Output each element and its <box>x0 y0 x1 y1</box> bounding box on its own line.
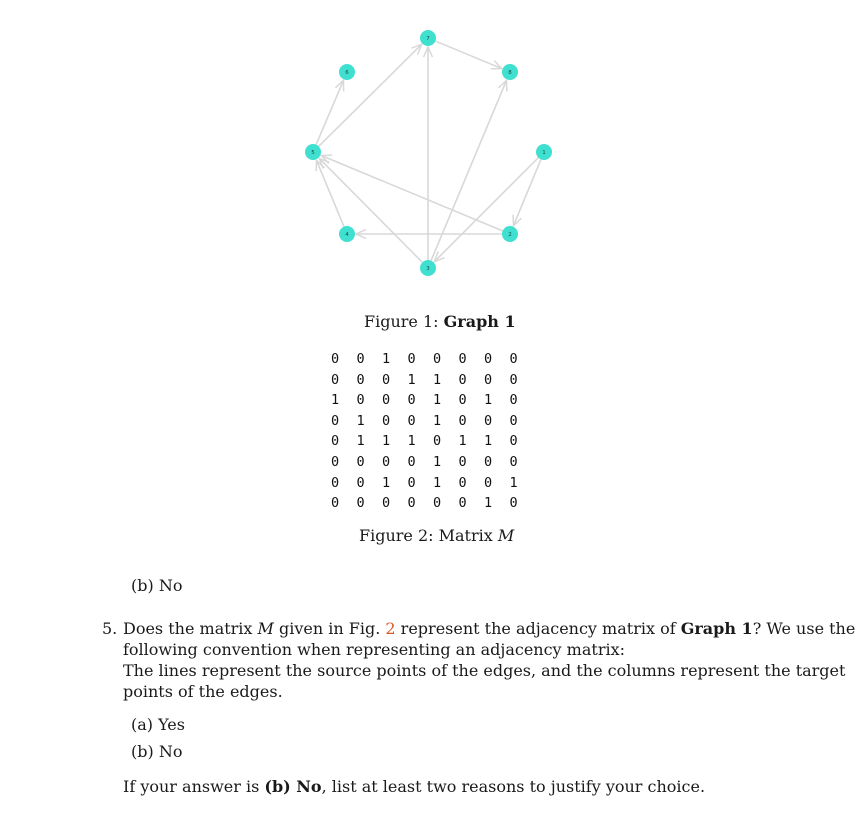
matrix-cell: 0 <box>382 412 391 429</box>
matrix-cell: 1 <box>382 474 391 491</box>
graph-1-figure <box>0 0 864 300</box>
matrix-cell: 0 <box>407 392 416 409</box>
node-label-1: 1 <box>542 150 546 156</box>
matrix-cell: 0 <box>458 351 467 367</box>
matrix-row <box>331 473 535 494</box>
node-label-3: 3 <box>426 266 430 272</box>
node-label-7: 7 <box>426 36 430 42</box>
matrix-cell: 0 <box>458 495 467 512</box>
matrix-m <box>331 349 535 514</box>
option-b: (b) No <box>131 742 183 761</box>
matrix-cell: 0 <box>382 453 391 470</box>
node-label-2: 2 <box>508 232 512 238</box>
matrix-cell: 0 <box>509 392 518 409</box>
matrix-row <box>331 411 535 432</box>
matrix-cell: 0 <box>356 392 365 409</box>
matrix-cell: 1 <box>484 433 493 450</box>
matrix-cell: 1 <box>484 495 493 512</box>
matrix-cell: 0 <box>356 351 365 367</box>
matrix-cell: 0 <box>407 351 416 367</box>
matrix-cell: 0 <box>356 453 365 470</box>
edge-5-to-7 <box>319 44 422 146</box>
matrix-cell: 0 <box>331 495 340 512</box>
node-label-6: 6 <box>345 70 349 76</box>
matrix-cell: 1 <box>484 392 493 409</box>
matrix-cell: 1 <box>509 474 518 491</box>
matrix-cell: 1 <box>458 433 467 450</box>
figure-2-caption: Figure 2: Matrix M <box>359 526 515 545</box>
matrix-cell: 0 <box>356 474 365 491</box>
matrix-cell: 0 <box>433 351 442 367</box>
figure-reference-link[interactable]: 2 <box>385 619 396 638</box>
matrix-cell: 1 <box>356 412 365 429</box>
matrix-cell: 1 <box>433 371 442 388</box>
matrix-cell: 0 <box>382 495 391 512</box>
node-label-5: 5 <box>311 150 315 156</box>
matrix-cell: 0 <box>407 495 416 512</box>
matrix-cell: 1 <box>433 392 442 409</box>
matrix-cell: 0 <box>509 433 518 450</box>
question-line-3: The lines represent the source points of the edges, and the columns represent the target <box>123 661 846 680</box>
option-a: (a) Yes <box>131 715 185 734</box>
matrix-cell: 0 <box>484 453 493 470</box>
node-label-8: 8 <box>508 70 512 76</box>
matrix-cell: 1 <box>356 433 365 450</box>
matrix-cell: 0 <box>331 453 340 470</box>
node-7 <box>420 30 436 46</box>
edge-3-to-5 <box>319 158 422 262</box>
matrix-cell: 1 <box>382 433 391 450</box>
matrix-cell: 0 <box>509 371 518 388</box>
matrix-cell: 1 <box>382 351 391 367</box>
question-line-2: following convention when representing an adjacency matrix: <box>123 640 625 659</box>
matrix-cell: 1 <box>433 453 442 470</box>
question-line-1: Does the matrix M given in Fig. 2 represent the adjacency matrix of Graph 1? We use the <box>123 619 856 638</box>
matrix-cell: 0 <box>509 412 518 429</box>
matrix-cell: 1 <box>407 433 416 450</box>
matrix-row <box>331 349 535 370</box>
matrix-cell: 0 <box>458 371 467 388</box>
matrix-cell: 0 <box>484 351 493 367</box>
justification-instruction: If your answer is (b) No, list at least two reasons to justify your choice. <box>123 777 706 796</box>
matrix-cell: 1 <box>407 371 416 388</box>
matrix-cell: 0 <box>509 351 518 367</box>
matrix-cell: 0 <box>433 433 442 450</box>
matrix-cell: 0 <box>356 371 365 388</box>
figure-1-caption: Figure 1: Graph 1 <box>364 312 516 331</box>
matrix-cell: 0 <box>484 474 493 491</box>
matrix-row <box>331 452 535 473</box>
node-4 <box>339 226 355 242</box>
question-line-4: points of the edges. <box>123 682 283 701</box>
matrix-row <box>331 390 535 411</box>
matrix-cell: 0 <box>331 474 340 491</box>
matrix-cell: 0 <box>484 412 493 429</box>
previous-answer-option: (b) No <box>131 576 183 595</box>
question-number: 5. <box>102 619 118 638</box>
matrix-cell: 1 <box>433 412 442 429</box>
matrix-cell: 0 <box>509 495 518 512</box>
matrix-cell: 0 <box>407 474 416 491</box>
matrix-cell: 0 <box>331 433 340 450</box>
matrix-row <box>331 370 535 391</box>
matrix-cell: 0 <box>382 371 391 388</box>
matrix-cell: 0 <box>509 453 518 470</box>
matrix-cell: 0 <box>331 412 340 429</box>
matrix-cell: 0 <box>458 474 467 491</box>
matrix-variable: M <box>497 526 515 545</box>
node-2 <box>502 226 518 242</box>
node-5 <box>305 144 321 160</box>
node-1 <box>536 144 552 160</box>
matrix-cell: 0 <box>407 412 416 429</box>
matrix-row <box>331 431 535 452</box>
node-label-4: 4 <box>345 232 349 238</box>
node-3 <box>420 260 436 276</box>
matrix-cell: 0 <box>407 453 416 470</box>
matrix-cell: 0 <box>356 495 365 512</box>
node-6 <box>339 64 355 80</box>
matrix-cell: 0 <box>484 371 493 388</box>
matrix-cell: 0 <box>331 371 340 388</box>
matrix-cell: 0 <box>458 392 467 409</box>
matrix-cell: 0 <box>458 412 467 429</box>
matrix-cell: 0 <box>433 495 442 512</box>
edge-2-to-5 <box>321 155 502 230</box>
matrix-row <box>331 493 535 514</box>
matrix-cell: 0 <box>331 351 340 367</box>
matrix-cell: 1 <box>331 392 340 409</box>
matrix-cell: 1 <box>433 474 442 491</box>
matrix-cell: 0 <box>382 392 391 409</box>
node-8 <box>502 64 518 80</box>
figure-1-title: Graph 1 <box>443 312 516 331</box>
matrix-cell: 0 <box>458 453 467 470</box>
edge-7-to-8 <box>435 41 501 68</box>
